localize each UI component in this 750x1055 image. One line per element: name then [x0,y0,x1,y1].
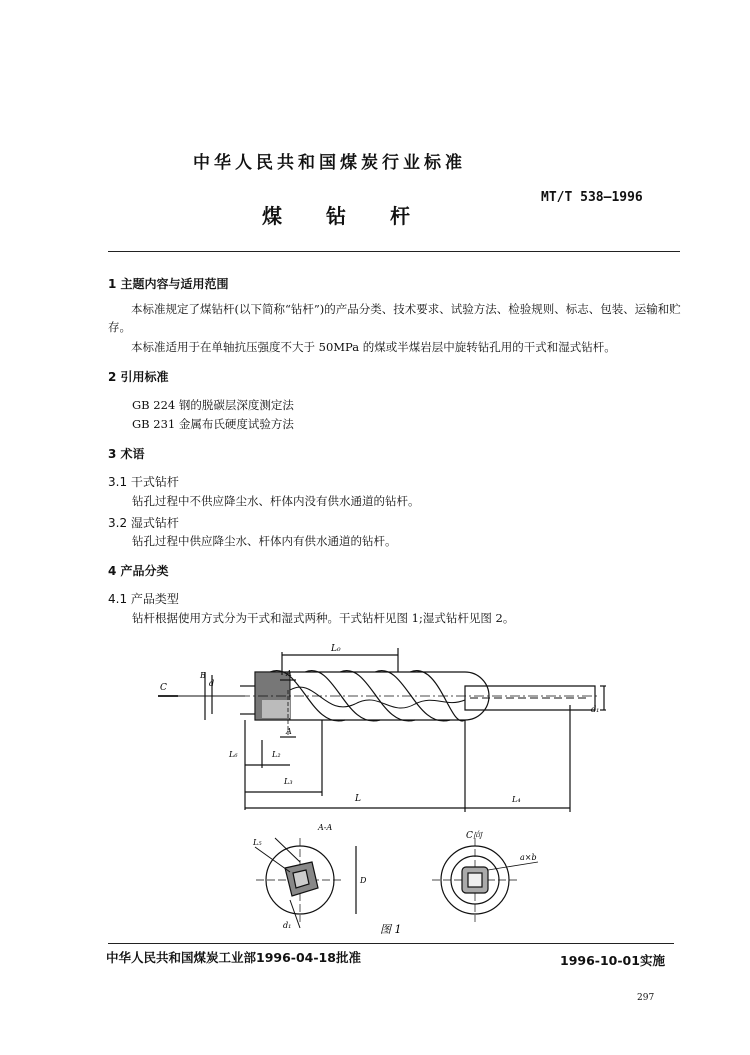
section-view-AA-label: A-A [318,823,333,832]
document-title: 煤钻杆 [262,204,454,228]
section-4-heading: 4 产品分类 [108,564,169,578]
reference-gb224: GB 224 钢的脱碳层深度测定法 [132,398,294,412]
fig-label-L4: L₄ [512,795,521,804]
section-3-1-heading: 3.1 干式钻杆 [108,475,179,489]
fig-label-C: C [160,683,167,693]
figure-1-drill-rod-drawing [0,630,750,940]
effective-date-line: 1996-10-01实施 [560,953,665,968]
section-4-1-text: 钻杆根据使用方式分为干式和湿式两种。干式钻杆见图 1;湿式钻杆见图 2。 [132,611,515,625]
page-number: 297 [637,993,655,1003]
fig-label-D: D [360,876,367,885]
footer-rule [108,943,674,944]
reference-gb231: GB 231 金属布氏硬度试验方法 [132,417,294,431]
fig-label-A-bottom: A [286,727,292,736]
fig-label-L: L [355,794,361,804]
fig-label-L3: L₃ [284,777,293,786]
fig-label-L0: L₀ [331,644,341,654]
figure-1-caption: 图 1 [380,923,402,936]
fig-label-B: B [200,671,206,680]
section-3-2-definition: 钻孔过程中供应降尘水、杆体内有供水通道的钻杆。 [132,534,397,548]
section-1-paragraph-2: 本标准适用于在单轴抗压强度不大于 50MPa 的煤或半煤岩层中旋转钻孔用的干式和湿式钻杆。 [131,340,616,354]
section-2-heading: 2 引用标准 [108,370,169,384]
fig-label-L5: L₅ [253,838,262,847]
fig-label-A-top: A [286,669,292,678]
header-rule [108,251,680,252]
fig-label-axb: a×b [520,853,537,862]
section-3-2-heading: 3.2 湿式钻杆 [108,516,179,530]
fig-label-L6: L₆ [229,750,238,759]
fig-label-d1-right: d₁ [591,705,600,714]
fig-label-d: d [209,679,215,688]
section-1-paragraph-1: 本标准规定了煤钻杆(以下简称“钻杆”)的产品分类、技术要求、试验方法、检验规则、标志、包装、运输和贮存。 [108,302,681,334]
section-4-1-heading: 4.1 产品类型 [108,592,179,606]
section-3-heading: 3 术语 [108,447,145,461]
view-C-label: C向 [466,831,482,841]
fig-label-L2: L₂ [272,750,281,759]
fig-label-d1-bottom: d₁ [283,921,292,930]
section-1-heading: 1 主题内容与适用范围 [108,277,229,291]
standard-code: MT/T 538—1996 [541,190,643,205]
issuing-org: 中华人民共和国煤炭行业标准 [193,153,466,173]
approval-line: 中华人民共和国煤炭工业部1996-04-18批准 [106,950,361,965]
section-3-1-definition: 钻孔过程中不供应降尘水、杆体内没有供水通道的钻杆。 [132,494,420,508]
